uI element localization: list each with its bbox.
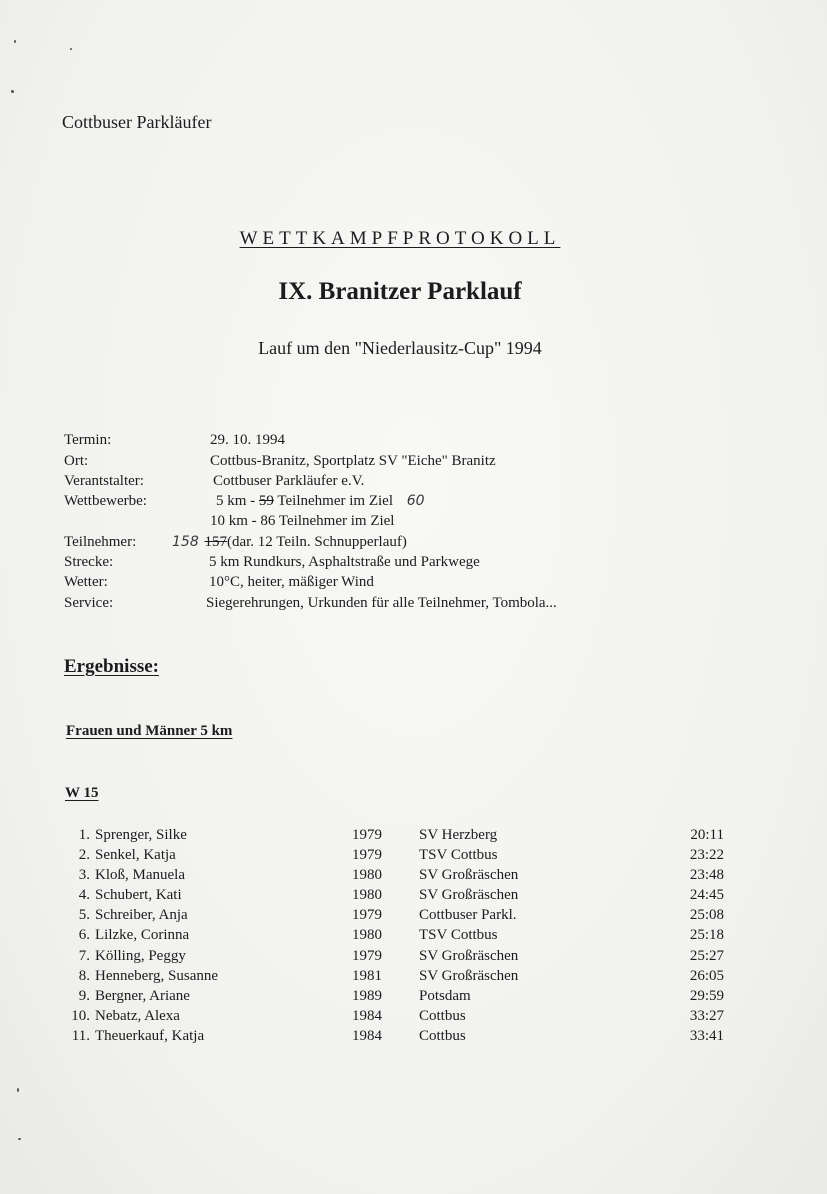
result-place: 10.	[71, 1007, 90, 1024]
table-row	[60, 827, 740, 847]
result-place: 1.	[78, 827, 90, 843]
info-value	[216, 493, 425, 510]
info-row-wetter	[64, 574, 804, 594]
result-year: 1979	[352, 947, 382, 964]
document-heading: WETTKAMPFPROTOKOLL	[239, 228, 561, 249]
info-row-termin	[64, 432, 804, 452]
info-row-ort	[64, 453, 804, 473]
result-place: 3.	[78, 867, 90, 884]
info-value	[172, 534, 407, 551]
results-table	[60, 827, 740, 1048]
result-club: SV Großräschen	[419, 947, 519, 964]
result-name: Schreiber, Anja	[95, 907, 188, 924]
result-club: Potsdam	[419, 987, 471, 1004]
result-year: 1979	[352, 907, 382, 924]
result-name: Henneberg, Susanne	[95, 967, 219, 984]
result-time: 24:45	[689, 887, 724, 904]
scan-speck	[18, 1138, 21, 1140]
club-name: Cottbuser Parkläufer	[62, 112, 212, 132]
result-club: SV Großräschen	[419, 967, 519, 984]
info-value: 10°C, heiter, mäßiger Wind	[209, 574, 374, 590]
result-time: 26:05	[689, 967, 724, 984]
teilnehmer-struck-count: 157	[204, 534, 227, 550]
result-time: 23:22	[689, 847, 724, 864]
result-place: 6.	[78, 927, 90, 944]
info-label: Wettbewerbe:	[64, 493, 147, 509]
result-place: 11.	[71, 1027, 90, 1044]
info-value: Siegerehrungen, Urkunden für alle Teilnehmer, Tombola...	[206, 595, 557, 611]
scan-speck	[14, 40, 16, 43]
info-row-service	[64, 595, 804, 615]
info-label: Wetter:	[64, 574, 108, 590]
table-row	[60, 1008, 740, 1028]
result-club: SV Großräschen	[419, 887, 519, 904]
result-place: 4.	[78, 887, 90, 904]
result-year: 1984	[352, 1007, 382, 1024]
table-row	[60, 968, 740, 988]
handwritten-correction: 60	[406, 493, 425, 509]
result-name: Kloß, Manuela	[95, 867, 185, 884]
result-year: 1980	[352, 887, 382, 904]
info-row-strecke	[64, 554, 804, 574]
info-label: Ort:	[64, 453, 89, 469]
result-year: 1980	[352, 867, 382, 884]
result-year: 1979	[352, 847, 382, 864]
result-name: Schubert, Kati	[95, 887, 182, 904]
result-name: Lilzke, Corinna	[95, 927, 190, 944]
info-row-wettbewerbe-2	[64, 513, 804, 533]
result-year: 1979	[352, 827, 382, 843]
info-value: 29. 10. 1994	[210, 432, 285, 448]
event-title: IX. Branitzer Parklauf	[278, 278, 522, 305]
info-value: Cottbus-Branitz, Sportplatz SV "Eiche" Branitz	[210, 453, 496, 469]
result-time: 33:27	[689, 1007, 724, 1024]
table-row	[60, 948, 740, 968]
result-club: SV Großräschen	[419, 867, 519, 884]
info-value: 5 km Rundkurs, Asphaltstraße und Parkwege	[209, 554, 480, 570]
result-name: Senkel, Katja	[95, 847, 176, 864]
result-time: 25:18	[689, 927, 724, 944]
wettbewerbe-suffix: Teilnehmer im Ziel	[277, 493, 393, 509]
table-row	[60, 988, 740, 1008]
result-time: 33:41	[689, 1027, 724, 1044]
table-row	[60, 907, 740, 927]
scan-speck	[11, 90, 14, 93]
result-time: 29:59	[689, 987, 724, 1004]
result-club: SV Herzberg	[419, 827, 498, 843]
info-row-teilnehmer	[64, 534, 804, 554]
result-place: 9.	[78, 987, 90, 1004]
wettbewerbe-struck-count: 59	[258, 493, 274, 509]
result-time: 23:48	[689, 867, 724, 884]
table-row	[60, 887, 740, 907]
result-name: Kölling, Peggy	[95, 947, 186, 964]
wettbewerbe-prefix: 5 km -	[216, 493, 256, 509]
result-place: 8.	[78, 967, 90, 984]
results-title: Ergebnisse:	[64, 656, 159, 677]
result-time: 20:11	[690, 827, 724, 843]
result-club: Cottbuser Parkl.	[419, 907, 517, 924]
info-label: Service:	[64, 595, 114, 611]
table-row	[60, 867, 740, 887]
result-year: 1981	[352, 967, 382, 984]
result-name: Sprenger, Silke	[95, 827, 187, 843]
result-name: Theuerkauf, Katja	[95, 1027, 205, 1044]
result-year: 1984	[352, 1027, 382, 1044]
event-subtitle: Lauf um den "Niederlausitz-Cup" 1994	[258, 338, 542, 358]
result-year: 1980	[352, 927, 382, 944]
info-label: Verantstalter:	[64, 473, 144, 489]
scan-speck	[17, 1088, 19, 1092]
table-row	[60, 927, 740, 947]
result-place: 5.	[78, 907, 90, 924]
result-time: 25:27	[689, 947, 724, 964]
handwritten-correction: 158	[172, 534, 199, 550]
scan-speck	[70, 48, 72, 50]
info-label: Strecke:	[64, 554, 114, 570]
result-club: TSV Cottbus	[419, 927, 498, 944]
result-club: TSV Cottbus	[419, 847, 498, 864]
result-place: 7.	[78, 947, 90, 964]
info-row-veranstalter	[64, 473, 804, 493]
info-row-wettbewerbe	[64, 493, 804, 513]
result-year: 1989	[352, 987, 382, 1004]
info-label: Teilnehmer:	[64, 534, 137, 550]
result-name: Bergner, Ariane	[95, 987, 190, 1004]
info-value: Cottbuser Parkläufer e.V.	[213, 473, 365, 489]
category-title: W 15	[65, 785, 99, 801]
table-row	[60, 1028, 740, 1048]
info-value: 10 km - 86 Teilnehmer im Ziel	[210, 513, 395, 529]
result-club: Cottbus	[419, 1027, 466, 1044]
table-row	[60, 847, 740, 867]
results-subtitle: Frauen und Männer 5 km	[66, 723, 233, 739]
result-time: 25:08	[689, 907, 724, 924]
result-name: Nebatz, Alexa	[95, 1007, 180, 1024]
info-label: Termin:	[64, 432, 112, 448]
result-place: 2.	[78, 847, 90, 864]
teilnehmer-suffix: (dar. 12 Teiln. Schnupperlauf)	[226, 534, 407, 550]
result-club: Cottbus	[419, 1007, 466, 1024]
